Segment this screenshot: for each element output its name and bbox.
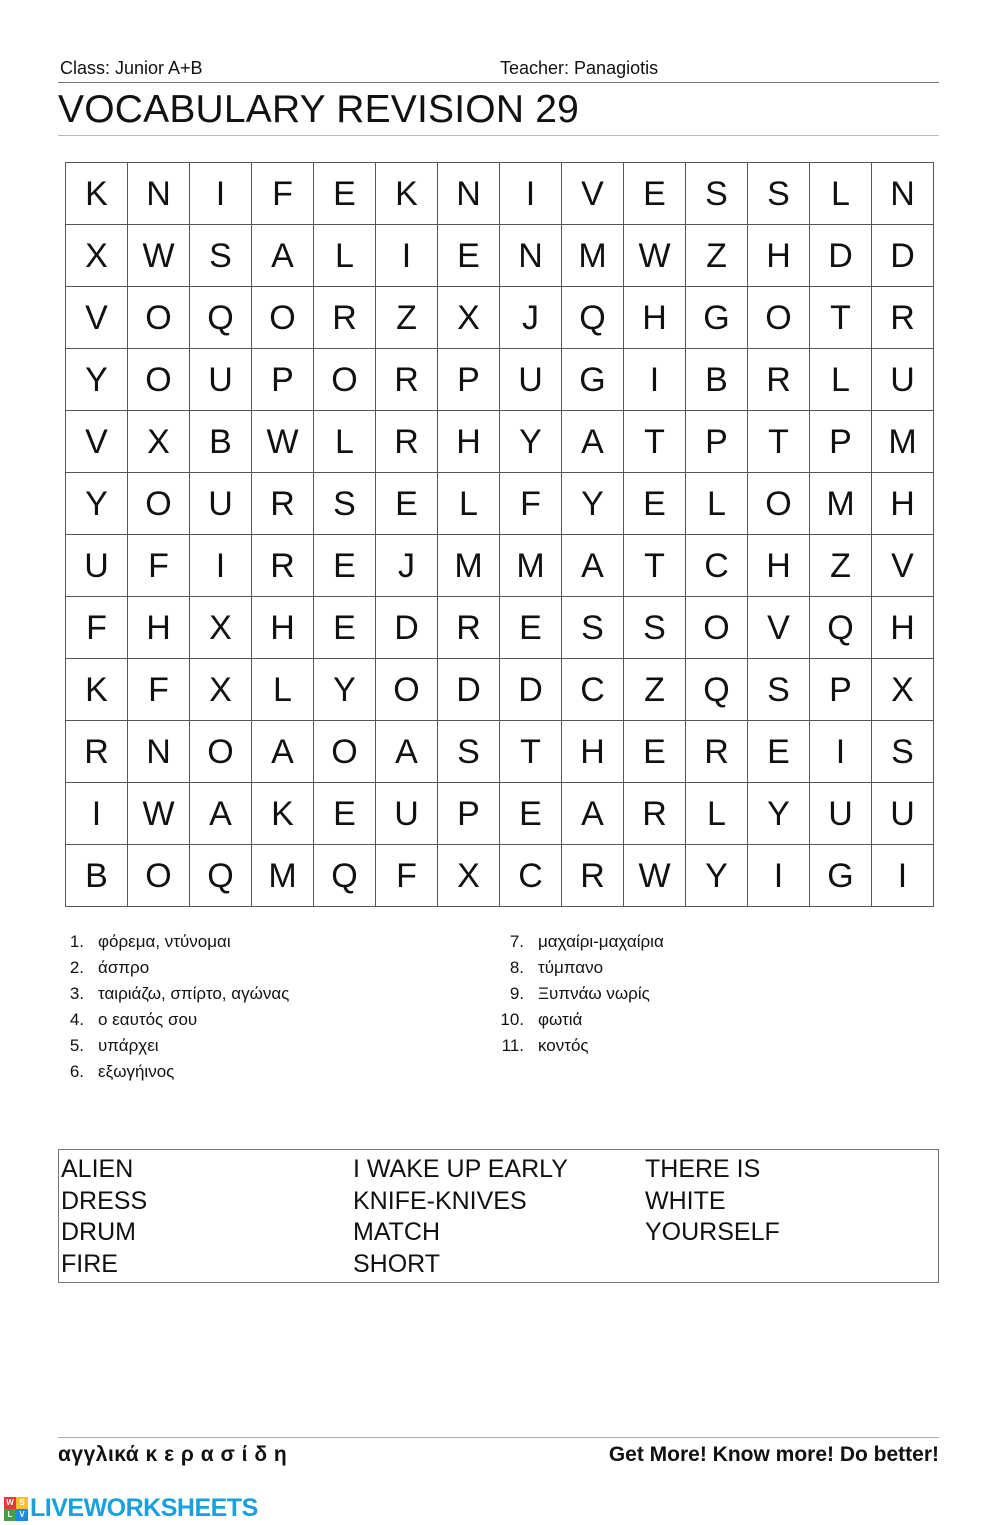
word-bank-item: THERE IS bbox=[645, 1155, 761, 1183]
grid-cell[interactable]: S bbox=[438, 721, 500, 783]
clue-item bbox=[496, 984, 664, 1010]
grid-cell[interactable]: H bbox=[872, 473, 934, 535]
grid-cell[interactable]: F bbox=[500, 473, 562, 535]
grid-cell[interactable]: W bbox=[624, 225, 686, 287]
grid-cell[interactable]: L bbox=[686, 473, 748, 535]
clue-item bbox=[56, 984, 289, 1010]
grid-cell[interactable]: T bbox=[500, 721, 562, 783]
clue-item bbox=[56, 958, 289, 984]
grid-cell[interactable]: C bbox=[500, 845, 562, 907]
grid-cell[interactable]: R bbox=[562, 845, 624, 907]
grid-cell[interactable]: R bbox=[66, 721, 128, 783]
clue-list-left bbox=[56, 932, 289, 1088]
clue-number: 3. bbox=[69, 984, 84, 1003]
grid-cell[interactable]: X bbox=[190, 597, 252, 659]
clue-text: ο εαυτός σου bbox=[98, 1010, 198, 1029]
word-bank-item: SHORT bbox=[353, 1249, 441, 1278]
grid-cell[interactable]: C bbox=[686, 535, 748, 597]
grid-cell[interactable]: N bbox=[128, 721, 190, 783]
clue-text: ταιριάζω, σπίρτο, αγώνας bbox=[98, 984, 290, 1003]
word-bank-item: DRUM bbox=[61, 1218, 136, 1246]
grid-cell[interactable]: T bbox=[748, 411, 810, 473]
grid-cell[interactable]: C bbox=[562, 659, 624, 721]
grid-cell[interactable]: M bbox=[252, 845, 314, 907]
grid-cell[interactable]: G bbox=[562, 349, 624, 411]
grid-cell[interactable]: L bbox=[314, 225, 376, 287]
clue-text: φωτιά bbox=[538, 1010, 583, 1029]
clue-item bbox=[496, 1036, 664, 1062]
grid-cell[interactable]: U bbox=[66, 535, 128, 597]
word-bank bbox=[58, 1149, 939, 1283]
grid-cell[interactable]: O bbox=[190, 721, 252, 783]
grid-cell[interactable]: H bbox=[252, 597, 314, 659]
grid-cell[interactable]: I bbox=[190, 535, 252, 597]
grid-cell[interactable]: B bbox=[190, 411, 252, 473]
grid-cell[interactable]: W bbox=[128, 225, 190, 287]
grid-row bbox=[66, 349, 934, 411]
grid-cell[interactable]: Y bbox=[562, 473, 624, 535]
clue-item bbox=[56, 1036, 289, 1062]
grid-cell[interactable]: Y bbox=[748, 783, 810, 845]
grid-cell[interactable]: T bbox=[624, 411, 686, 473]
grid-cell[interactable]: P bbox=[810, 411, 872, 473]
grid-cell[interactable]: O bbox=[686, 597, 748, 659]
grid-cell[interactable]: K bbox=[66, 163, 128, 225]
grid-cell[interactable]: O bbox=[128, 349, 190, 411]
logo-icon-tile: V bbox=[16, 1509, 28, 1521]
grid-cell[interactable]: M bbox=[810, 473, 872, 535]
grid-cell[interactable]: R bbox=[872, 287, 934, 349]
grid-cell[interactable]: A bbox=[562, 535, 624, 597]
clue-number: 11. bbox=[501, 1036, 524, 1055]
clue-item bbox=[56, 1010, 289, 1036]
clue-number: 5. bbox=[69, 1036, 84, 1055]
grid-cell[interactable]: R bbox=[252, 535, 314, 597]
word-bank-column-1 bbox=[61, 1154, 147, 1280]
word-bank-item: I WAKE UP EARLY bbox=[353, 1155, 568, 1183]
grid-cell[interactable]: N bbox=[872, 163, 934, 225]
grid-cell[interactable]: X bbox=[66, 225, 128, 287]
logo-text: LIVEWORKSHEETS bbox=[30, 1494, 258, 1522]
grid-cell[interactable]: U bbox=[810, 783, 872, 845]
grid-cell[interactable]: W bbox=[252, 411, 314, 473]
grid-cell[interactable]: Y bbox=[66, 473, 128, 535]
grid-cell[interactable]: I bbox=[748, 845, 810, 907]
clue-text: φόρεμα, ντύνομαι bbox=[98, 932, 231, 951]
grid-cell[interactable]: S bbox=[872, 721, 934, 783]
grid-cell[interactable]: Q bbox=[190, 845, 252, 907]
grid-cell[interactable]: I bbox=[376, 225, 438, 287]
grid-cell[interactable]: E bbox=[314, 163, 376, 225]
grid-cell[interactable]: F bbox=[128, 535, 190, 597]
clue-item bbox=[496, 1010, 664, 1036]
grid-cell[interactable]: E bbox=[314, 597, 376, 659]
grid-cell[interactable]: I bbox=[500, 163, 562, 225]
grid-cell[interactable]: X bbox=[438, 287, 500, 349]
grid-cell[interactable]: P bbox=[686, 411, 748, 473]
grid-cell[interactable]: H bbox=[438, 411, 500, 473]
grid-cell[interactable]: R bbox=[686, 721, 748, 783]
grid-cell[interactable]: R bbox=[376, 349, 438, 411]
grid-cell[interactable]: Z bbox=[686, 225, 748, 287]
clue-text: υπάρχει bbox=[98, 1036, 159, 1055]
clue-text: τύμπανο bbox=[538, 958, 604, 977]
grid-cell[interactable]: R bbox=[376, 411, 438, 473]
grid-cell[interactable]: Z bbox=[624, 659, 686, 721]
grid-cell[interactable]: N bbox=[438, 163, 500, 225]
grid-cell[interactable]: U bbox=[872, 783, 934, 845]
grid-cell[interactable]: D bbox=[438, 659, 500, 721]
grid-cell[interactable]: H bbox=[748, 535, 810, 597]
grid-cell[interactable]: O bbox=[314, 721, 376, 783]
word-bank-item: KNIFE-KNIVES bbox=[353, 1186, 527, 1215]
grid-cell[interactable]: A bbox=[376, 721, 438, 783]
grid-cell[interactable]: D bbox=[500, 659, 562, 721]
grid-cell[interactable]: Q bbox=[190, 287, 252, 349]
grid-cell[interactable]: Y bbox=[314, 659, 376, 721]
grid-cell[interactable]: D bbox=[810, 225, 872, 287]
clue-number: 6. bbox=[69, 1062, 84, 1081]
word-bank-item: DRESS bbox=[61, 1186, 148, 1215]
grid-cell[interactable]: X bbox=[190, 659, 252, 721]
grid-cell[interactable]: V bbox=[66, 287, 128, 349]
grid-cell[interactable]: E bbox=[314, 535, 376, 597]
grid-cell[interactable]: J bbox=[500, 287, 562, 349]
grid-cell[interactable]: S bbox=[748, 163, 810, 225]
grid-row bbox=[66, 287, 934, 349]
grid-cell[interactable]: H bbox=[624, 287, 686, 349]
clue-text: άσπρο bbox=[98, 958, 150, 977]
liveworksheets-icon bbox=[4, 1497, 28, 1521]
grid-cell[interactable]: F bbox=[128, 659, 190, 721]
grid-cell[interactable]: X bbox=[438, 845, 500, 907]
word-bank-item: FIRE bbox=[61, 1249, 118, 1278]
grid-cell[interactable]: X bbox=[872, 659, 934, 721]
grid-cell[interactable]: O bbox=[252, 287, 314, 349]
grid-cell[interactable]: I bbox=[872, 845, 934, 907]
grid-cell[interactable]: M bbox=[872, 411, 934, 473]
clue-text: Ξυπνάω νωρίς bbox=[538, 984, 650, 1003]
grid-cell[interactable]: E bbox=[624, 473, 686, 535]
grid-cell[interactable]: P bbox=[252, 349, 314, 411]
grid-row bbox=[66, 845, 934, 907]
liveworksheets-logo[interactable] bbox=[4, 1494, 258, 1523]
class-label: Class: Junior A+B bbox=[60, 58, 203, 78]
grid-cell[interactable]: N bbox=[500, 225, 562, 287]
grid-cell[interactable]: L bbox=[810, 349, 872, 411]
grid-cell[interactable]: I bbox=[810, 721, 872, 783]
word-bank-item: WHITE bbox=[645, 1186, 726, 1215]
grid-cell[interactable]: Q bbox=[810, 597, 872, 659]
grid-cell[interactable]: R bbox=[314, 287, 376, 349]
grid-cell[interactable]: L bbox=[314, 411, 376, 473]
grid-cell[interactable]: E bbox=[624, 721, 686, 783]
header-divider bbox=[58, 82, 939, 83]
grid-cell[interactable]: P bbox=[438, 349, 500, 411]
grid-cell[interactable]: O bbox=[748, 473, 810, 535]
clue-text: εξωγήινος bbox=[98, 1062, 175, 1081]
header-line bbox=[60, 58, 939, 79]
grid-cell[interactable]: P bbox=[810, 659, 872, 721]
grid-cell[interactable]: H bbox=[748, 225, 810, 287]
grid-cell[interactable]: E bbox=[500, 783, 562, 845]
grid-cell[interactable]: V bbox=[66, 411, 128, 473]
grid-cell[interactable]: L bbox=[252, 659, 314, 721]
grid-cell[interactable]: R bbox=[748, 349, 810, 411]
grid-row bbox=[66, 473, 934, 535]
clue-number: 2. bbox=[69, 958, 84, 977]
grid-cell[interactable]: G bbox=[686, 287, 748, 349]
clue-item bbox=[496, 958, 664, 984]
grid-cell[interactable]: M bbox=[562, 225, 624, 287]
grid-cell[interactable]: N bbox=[128, 163, 190, 225]
grid-cell[interactable]: K bbox=[66, 659, 128, 721]
grid-cell[interactable]: I bbox=[190, 163, 252, 225]
grid-row bbox=[66, 225, 934, 287]
grid-cell[interactable]: L bbox=[438, 473, 500, 535]
grid-cell[interactable]: F bbox=[376, 845, 438, 907]
grid-cell[interactable]: A bbox=[252, 225, 314, 287]
grid-cell[interactable]: E bbox=[500, 597, 562, 659]
grid-cell[interactable]: Q bbox=[314, 845, 376, 907]
clue-number: 1. bbox=[69, 932, 84, 951]
grid-cell[interactable]: S bbox=[190, 225, 252, 287]
grid-cell[interactable]: M bbox=[500, 535, 562, 597]
grid-cell[interactable]: A bbox=[190, 783, 252, 845]
word-bank-item: YOURSELF bbox=[645, 1218, 780, 1246]
grid-cell[interactable]: Y bbox=[686, 845, 748, 907]
grid-cell[interactable]: F bbox=[66, 597, 128, 659]
grid-cell[interactable]: V bbox=[562, 163, 624, 225]
clue-number: 4. bbox=[69, 1010, 84, 1029]
grid-cell[interactable]: J bbox=[376, 535, 438, 597]
grid-cell[interactable]: I bbox=[624, 349, 686, 411]
grid-cell[interactable]: Q bbox=[686, 659, 748, 721]
grid-cell[interactable]: P bbox=[438, 783, 500, 845]
grid-cell[interactable]: W bbox=[624, 845, 686, 907]
grid-cell[interactable]: Z bbox=[376, 287, 438, 349]
clue-number: 9. bbox=[509, 984, 524, 1003]
grid-cell[interactable]: E bbox=[748, 721, 810, 783]
grid-cell[interactable]: A bbox=[252, 721, 314, 783]
grid-cell[interactable]: H bbox=[872, 597, 934, 659]
grid-cell[interactable]: V bbox=[748, 597, 810, 659]
grid-cell[interactable]: T bbox=[624, 535, 686, 597]
grid-cell[interactable]: F bbox=[252, 163, 314, 225]
grid-cell[interactable]: H bbox=[562, 721, 624, 783]
clue-list-right bbox=[496, 932, 664, 1062]
grid-cell[interactable]: M bbox=[438, 535, 500, 597]
grid-cell[interactable]: L bbox=[686, 783, 748, 845]
grid-cell[interactable]: U bbox=[190, 473, 252, 535]
grid-cell[interactable]: T bbox=[810, 287, 872, 349]
word-bank-column-2 bbox=[353, 1154, 568, 1280]
grid-cell[interactable]: B bbox=[66, 845, 128, 907]
grid-cell[interactable]: U bbox=[190, 349, 252, 411]
footer-slogan: Get More! Know more! Do better! bbox=[608, 1443, 939, 1466]
grid-cell[interactable]: U bbox=[500, 349, 562, 411]
grid-cell[interactable]: K bbox=[376, 163, 438, 225]
grid-cell[interactable]: I bbox=[66, 783, 128, 845]
clue-number: 10. bbox=[500, 1010, 524, 1029]
page-title: VOCABULARY REVISION 29 bbox=[58, 88, 579, 131]
grid-row bbox=[66, 721, 934, 783]
grid-row bbox=[66, 659, 934, 721]
title-divider bbox=[58, 135, 939, 136]
grid-cell[interactable]: R bbox=[252, 473, 314, 535]
grid-cell[interactable]: B bbox=[686, 349, 748, 411]
grid-cell[interactable]: R bbox=[438, 597, 500, 659]
clue-number: 8. bbox=[509, 958, 524, 977]
grid-row bbox=[66, 597, 934, 659]
grid-cell[interactable]: L bbox=[810, 163, 872, 225]
grid-cell[interactable]: O bbox=[748, 287, 810, 349]
grid-cell[interactable]: S bbox=[686, 163, 748, 225]
logo-icon-tile: S bbox=[16, 1497, 28, 1509]
grid-cell[interactable]: Y bbox=[66, 349, 128, 411]
grid-cell[interactable]: E bbox=[438, 225, 500, 287]
clue-item bbox=[496, 932, 664, 958]
grid-row bbox=[66, 163, 934, 225]
grid-cell[interactable]: U bbox=[872, 349, 934, 411]
grid-cell[interactable]: A bbox=[562, 783, 624, 845]
grid-cell[interactable]: S bbox=[624, 597, 686, 659]
footer-left-text: αγγλικά κ ε ρ α σ ί δ η bbox=[58, 1443, 288, 1466]
grid-cell[interactable]: S bbox=[748, 659, 810, 721]
grid-cell[interactable]: A bbox=[562, 411, 624, 473]
grid-cell[interactable]: G bbox=[810, 845, 872, 907]
grid-cell[interactable]: Z bbox=[810, 535, 872, 597]
grid-cell[interactable]: U bbox=[376, 783, 438, 845]
grid-cell[interactable]: O bbox=[128, 845, 190, 907]
grid-cell[interactable]: S bbox=[562, 597, 624, 659]
word-search-grid bbox=[65, 162, 934, 907]
grid-cell[interactable]: O bbox=[314, 349, 376, 411]
grid-cell[interactable]: D bbox=[376, 597, 438, 659]
teacher-label: Teacher: Panagiotis bbox=[500, 58, 659, 78]
clue-text: μαχαίρι-μαχαίρια bbox=[538, 932, 664, 951]
clue-item bbox=[56, 1062, 289, 1088]
grid-row bbox=[66, 783, 934, 845]
grid-cell[interactable]: E bbox=[624, 163, 686, 225]
grid-row bbox=[66, 535, 934, 597]
grid-cell[interactable]: O bbox=[376, 659, 438, 721]
grid-cell[interactable]: H bbox=[128, 597, 190, 659]
grid-cell[interactable]: W bbox=[128, 783, 190, 845]
word-bank-item: ALIEN bbox=[61, 1155, 134, 1183]
grid-cell[interactable]: V bbox=[872, 535, 934, 597]
grid-cell[interactable]: Q bbox=[562, 287, 624, 349]
clue-number: 7. bbox=[509, 932, 524, 951]
grid-cell[interactable]: X bbox=[128, 411, 190, 473]
grid-cell[interactable]: R bbox=[624, 783, 686, 845]
clue-item bbox=[56, 932, 289, 958]
word-bank-item: MATCH bbox=[353, 1218, 441, 1246]
clue-text: κοντός bbox=[538, 1036, 589, 1055]
word-bank-column-3 bbox=[645, 1154, 780, 1249]
grid-cell[interactable]: K bbox=[252, 783, 314, 845]
logo-icon-tile: L bbox=[4, 1509, 16, 1521]
logo-icon-tile: W bbox=[4, 1497, 16, 1509]
grid-cell[interactable]: S bbox=[314, 473, 376, 535]
grid-cell[interactable]: E bbox=[314, 783, 376, 845]
grid-row bbox=[66, 411, 934, 473]
grid-cell[interactable]: D bbox=[872, 225, 934, 287]
grid-cell[interactable]: O bbox=[128, 473, 190, 535]
grid-cell[interactable]: O bbox=[128, 287, 190, 349]
grid-cell[interactable]: E bbox=[376, 473, 438, 535]
footer-divider bbox=[58, 1437, 939, 1438]
grid-cell[interactable]: Y bbox=[500, 411, 562, 473]
